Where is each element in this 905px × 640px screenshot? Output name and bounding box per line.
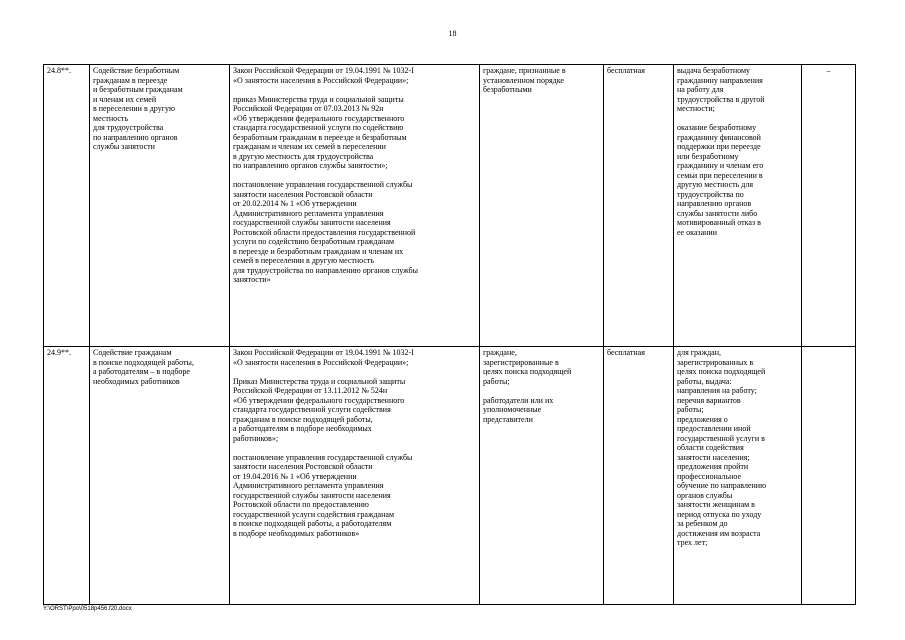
service-name: Содействие гражданам в поиске подходящей работы, а работодателям – в подборе необходимых работников [90,347,230,605]
row-number: 24.9**. [44,347,90,605]
page-number: 18 [448,29,457,38]
row-number: 24.8**. [44,65,90,347]
table-row [44,347,856,605]
recipients: граждане, зарегистрированные в целях поиска подходящей работы; работодатели или их уполномоченные представители [480,347,604,605]
services-table [43,64,856,605]
recipients: граждане, признанные в установленном порядке безработными [480,65,604,347]
legal-basis: Закон Российской Федерации от 19.04.1991 № 1032-I «О занятости населения в Российской Федерации»; приказ Министерства труда и социальной защиты Российской Федерации от 07.03.2013 № 92н «Об утверждении федерального государственного стандарта государственной услуги по содействию безработным гражданам в переезде и безработным гражданам и членам их семей в переселении в другую местность для трудоустройства по направлению органов службы занятости»; постановление управления государственной службы занятости населения Ростовской области от 20.02.2014 № 1 «Об утверждении Административного регламента управления государственной службы занятости населения Ростовской области предоставления государственной услуги по содействию безработным гражданам в переезде и безработным гражданам и членам их семей в переселении в другую местность для трудоустройства по направлению органов службы занятости» [230,65,480,347]
last-column-cell: – [802,65,856,347]
cost: бесплатная [604,347,674,605]
file-path-footer: Y:\ORST\Ppo\0518p456.f20.docx [43,606,132,612]
last-column-cell [802,347,856,605]
table-row [44,65,856,347]
cost: бесплатная [604,65,674,347]
service-result: для граждан, зарегистрированных в целях поиска подходящей работы, выдача: направления на работу; перечня вариантов работы; предложения о предоставлении иной государственной услуги в области содействия занятости населения; предложения пройти профессиональное обучение по направлению органов службы занятости женщинам в период отпуска по уходу за ребенком до достижения им возраста трех лет; [674,347,802,605]
service-name: Содействие безработным гражданам в переезде и безработным гражданам и членам их семей в переселении в другую местность для трудоустройства по направлению органов службы занятости [90,65,230,347]
service-result: выдача безработному гражданину направления на работу для трудоустройства в другой местности; оказание безработному гражданину финансовой поддержки при переезде или безработному гражданину и членам его семьи при переселении в другую местность для трудоустройства по направлению органов службы занятости либо мотивированный отказ в ее оказании [674,65,802,347]
legal-basis: Закон Российской Федерации от 19.04.1991 № 1032-I «О занятости населения в Российской Федерации»; Приказ Министерства труда и социальной защиты Российской Федерации от 13.11.2012 № 524н «Об утверждении федерального государственного стандарта государственной услуги содействия гражданам в поиске подходящей работы, а работодателям в подборе необходимых работников»; постановление управления государственной службы занятости населения Ростовской области от 19.04.2016 № 1 «Об утверждении Административного регламента управления государственной службы занятости населения Ростовской области по предоставлению государственной услуги содействия гражданам в поиске подходящей работы, а работодателям в подборе необходимых работников» [230,347,480,605]
